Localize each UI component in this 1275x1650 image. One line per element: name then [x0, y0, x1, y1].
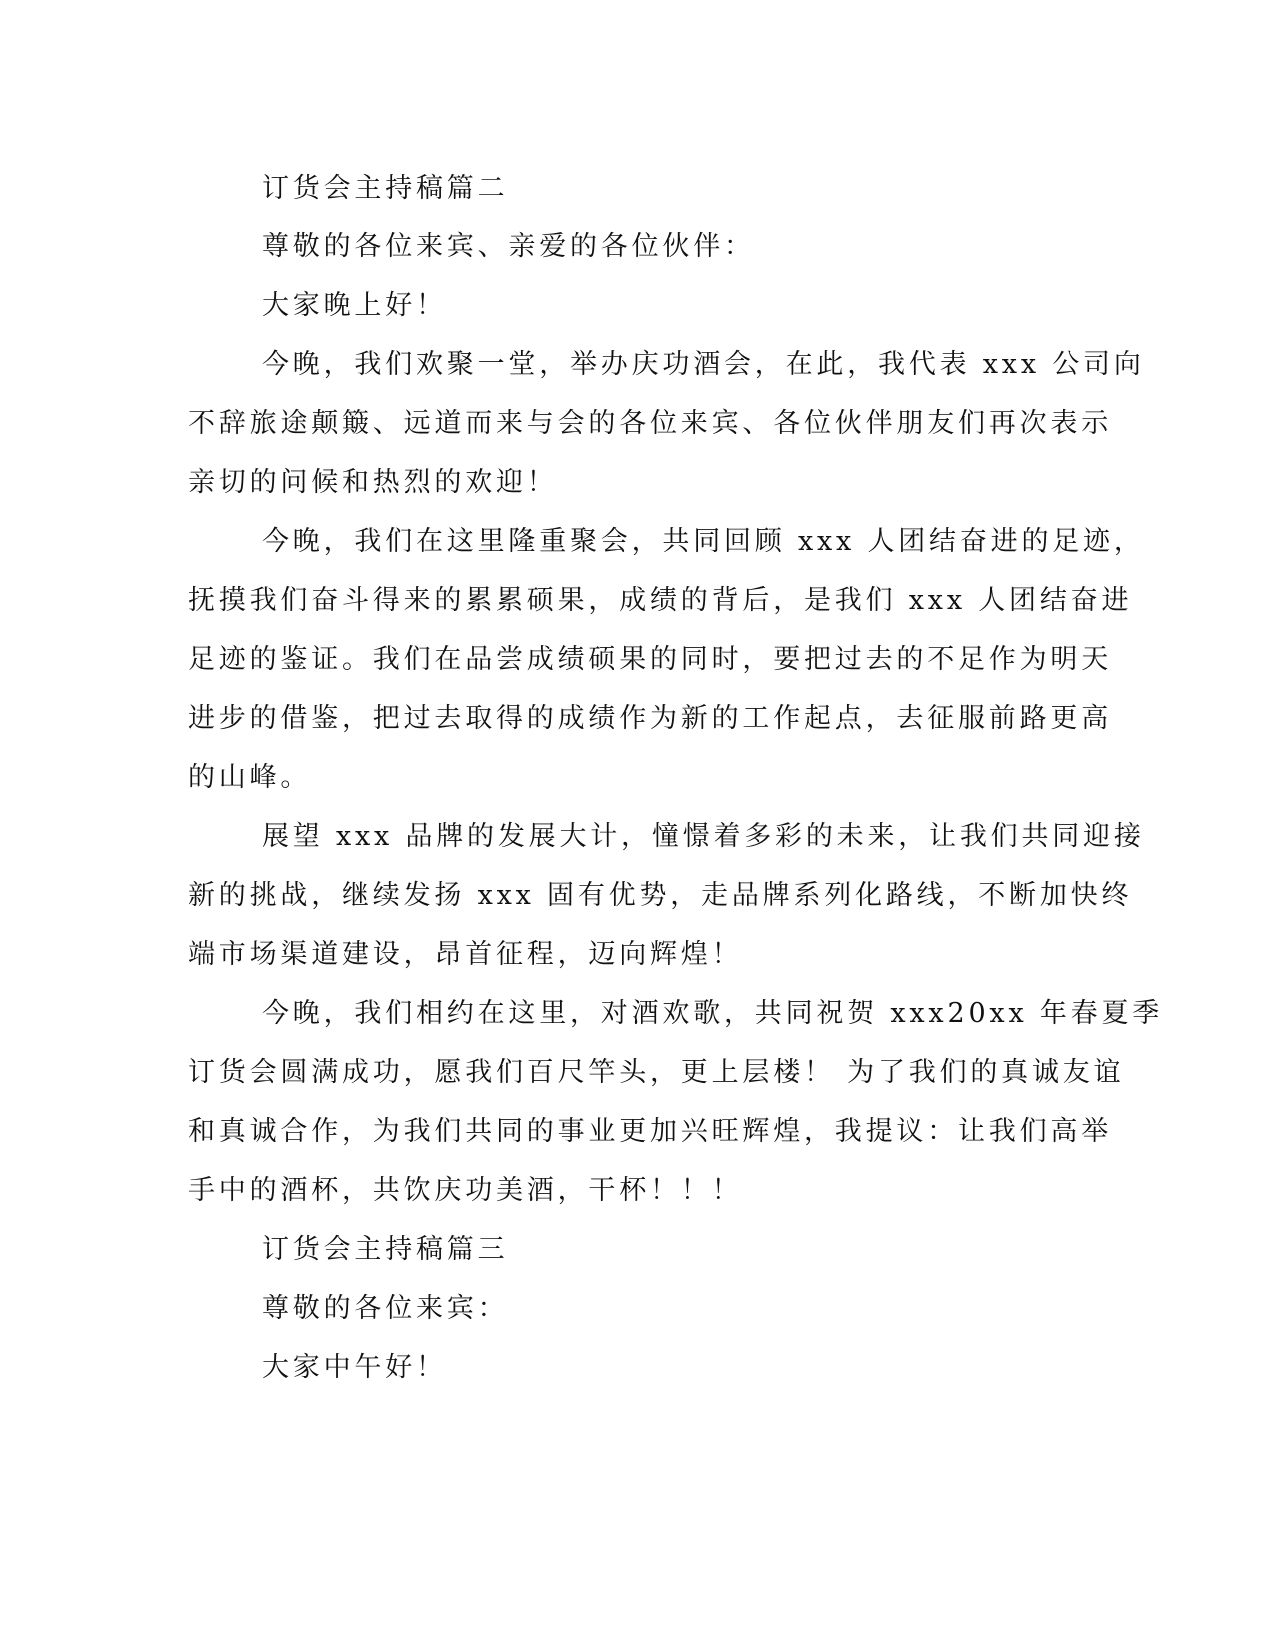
greeting: 大家中午好！: [262, 1352, 447, 1383]
paragraph-line: 不辞旅途颠簸、远道而来与会的各位来宾、各位伙伴朋友们再次表示: [188, 408, 1112, 439]
paragraph-line: 今晚，我们欢聚一堂，举办庆功酒会，在此，我代表 xxx 公司向: [262, 349, 1145, 380]
paragraph-line: 新的挑战，继续发扬 xxx 固有优势，走品牌系列化路线，不断加快终: [188, 880, 1133, 911]
paragraph-line: 进步的借鉴，把过去取得的成绩作为新的工作起点，去征服前路更高: [188, 703, 1112, 734]
section-heading-part-two: 订货会主持稿篇二: [262, 173, 509, 204]
paragraph-line: 抚摸我们奋斗得来的累累硕果，成绩的背后，是我们 xxx 人团结奋进: [188, 585, 1133, 616]
section-heading-part-three: 订货会主持稿篇三: [262, 1234, 509, 1265]
paragraph-line: 的山峰。: [188, 762, 312, 793]
paragraph-line: 足迹的鉴证。我们在品尝成绩硕果的同时，要把过去的不足作为明天: [188, 644, 1112, 675]
paragraph-line: 今晚，我们相约在这里，对酒欢歌，共同祝贺 xxx20xx 年春夏季: [262, 998, 1164, 1029]
paragraph-line: 和真诚合作，为我们共同的事业更加兴旺辉煌，我提议：让我们高举: [188, 1116, 1112, 1147]
paragraph-line: 亲切的问候和热烈的欢迎！: [188, 467, 558, 498]
greeting: 大家晚上好！: [262, 290, 447, 321]
salutation: 尊敬的各位来宾：: [262, 1293, 509, 1324]
paragraph-line: 端市场渠道建设，昂首征程，迈向辉煌！: [188, 939, 743, 970]
paragraph-line: 手中的酒杯，共饮庆功美酒，干杯！！！: [188, 1175, 743, 1206]
paragraph-line: 订货会圆满成功，愿我们百尺竿头，更上层楼！ 为了我们的真诚友谊: [188, 1057, 1125, 1088]
paragraph-line: 展望 xxx 品牌的发展大计，憧憬着多彩的未来，让我们共同迎接: [262, 821, 1145, 852]
salutation: 尊敬的各位来宾、亲爱的各位伙伴：: [262, 231, 755, 262]
paragraph-line: 今晚，我们在这里隆重聚会，共同回顾 xxx 人团结奋进的足迹，: [262, 526, 1145, 557]
